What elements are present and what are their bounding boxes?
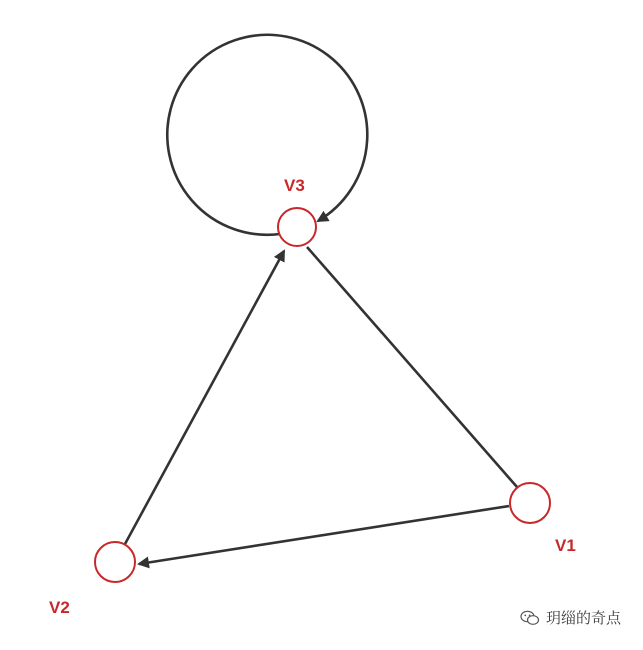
- edge-v2-v3: [125, 251, 284, 544]
- node-v3[interactable]: [278, 208, 316, 246]
- watermark: [520, 607, 621, 628]
- edge-v1-v2: [139, 506, 509, 564]
- node-label-v3: V3: [284, 176, 305, 195]
- edge-v3-v1: [307, 247, 517, 487]
- node-label-v2: V2: [49, 598, 70, 617]
- wechat-icon: [520, 610, 540, 626]
- node-label-v1: V1: [555, 536, 576, 555]
- watermark-text: 玥缁的奇点: [545, 609, 621, 627]
- node-v1[interactable]: [510, 483, 550, 523]
- edge-v3-v3-self-loop: [167, 35, 367, 235]
- node-v2[interactable]: [95, 542, 135, 582]
